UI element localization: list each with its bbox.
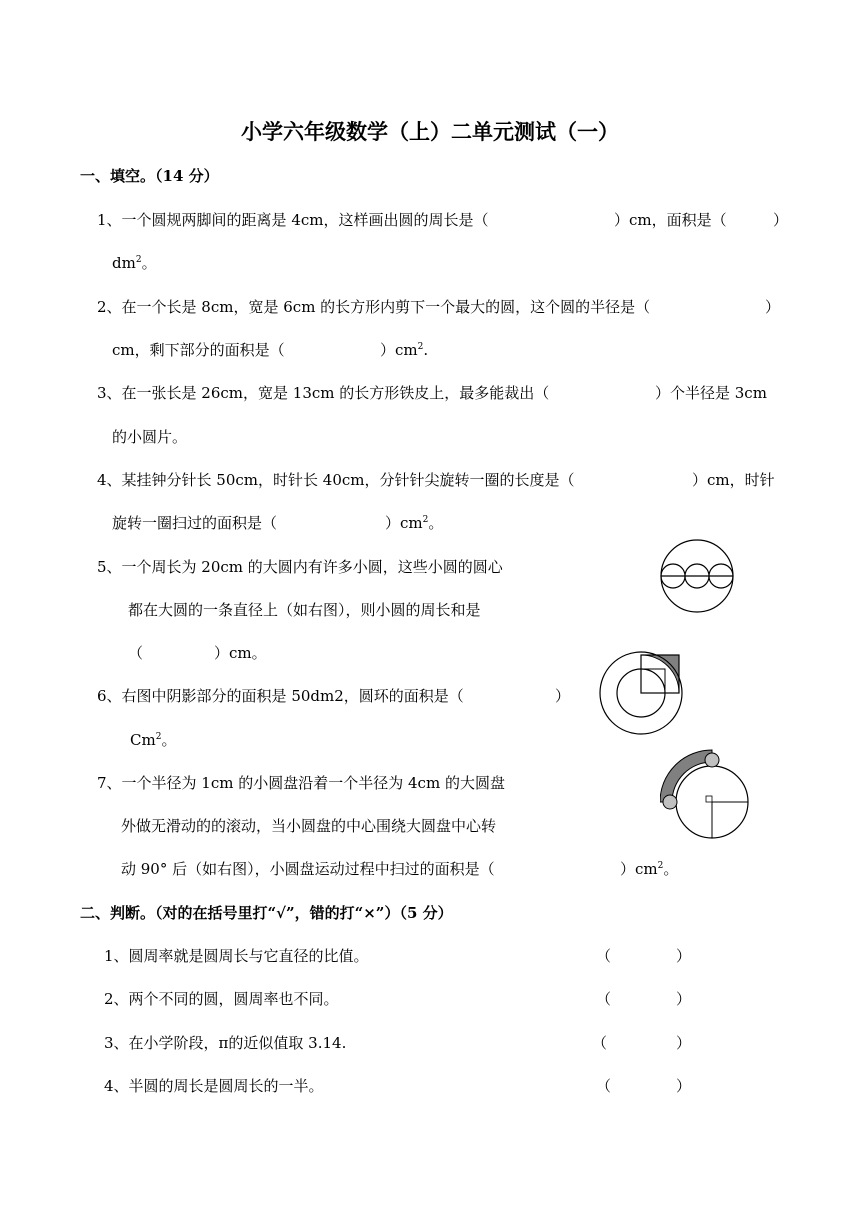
q5-text-d: ）cm。 — [214, 644, 267, 662]
page-title: 小学六年级数学（上）二单元测试（一） — [241, 119, 619, 144]
q7-rolling-disc-figure — [660, 748, 756, 844]
q7-unit: ）$cm^2$。 — [620, 860, 679, 878]
judge-item-1: 1、圆周率就是圆周长与它直径的比值。 — [104, 947, 369, 965]
q1-text-a: 1、一个圆规两脚间的距离是 4cm，这样画出圆的周长是（ — [97, 211, 489, 229]
q4-text-b: ）cm，时针 — [692, 471, 775, 489]
judge-item-4: 4、半圆的周长是圆周长的一半。 — [104, 1077, 324, 1095]
q5-text-b: 都在大圆的一条直径上（如右图），则小圆的周长和是 — [128, 601, 481, 619]
q7-text-c: 动 90° 后（如右图），小圆盘运动过程中扫过的面积是（ — [121, 860, 495, 878]
q4-text-c: 旋转一圈扫过的面积是（ — [112, 514, 278, 532]
section-1-heading: 一、填空。（14 分） — [80, 167, 219, 185]
q5-text-a: 5、一个周长为 20cm 的大圆内有许多小圆，这些小圆的圆心 — [97, 558, 503, 576]
q3-text-a: 3、在一张长是 26cm，宽是 13cm 的长方形铁皮上，最多能裁出（ — [97, 384, 550, 402]
judge-item-2: 2、两个不同的圆，圆周率也不同。 — [104, 990, 339, 1008]
q1-text-c: ） — [773, 211, 789, 229]
q6-annulus-figure — [598, 650, 688, 738]
judge-item-2-close: ） — [676, 990, 692, 1008]
q3-text-b: ）个半径是 3cm — [655, 384, 767, 402]
q6-text-a: 6、右图中阴影部分的面积是 50dm2，圆环的面积是（ — [97, 687, 464, 705]
q6-unit: Cm$^2$。 — [130, 731, 177, 749]
section-2-heading: 二、判断。（对的在括号里打“√”，错的打“×”）（5 分） — [80, 904, 453, 922]
judge-item-4-close: ） — [676, 1077, 692, 1095]
q5-text-c: （ — [128, 644, 144, 662]
judge-item-1-open: （ — [596, 947, 612, 965]
q2-text-b: ） — [765, 298, 781, 316]
q4-text-a: 4、某挂钟分针长 50cm，时针长 40cm，分针针尖旋转一圈的长度是（ — [97, 471, 575, 489]
q3-text-c: 的小圆片。 — [112, 428, 188, 446]
q7-text-a: 7、一个半径为 1cm 的小圆盘沿着一个半径为 4cm 的大圆盘 — [97, 774, 505, 792]
q2-text-a: 2、在一个长是 8cm，宽是 6cm 的长方形内剪下一个最大的圆，这个圆的半径是（ — [97, 298, 651, 316]
judge-item-1-close: ） — [676, 947, 692, 965]
judge-item-2-open: （ — [596, 990, 612, 1008]
q7-text-b: 外做无滑动的的滚动，当小圆盘的中心围绕大圆盘中心转 — [121, 817, 497, 835]
q2-text-c: cm，剩下部分的面积是（ — [112, 341, 285, 359]
q2-unit: ）$cm^2$. — [380, 341, 429, 359]
q5-circles-figure — [655, 538, 745, 618]
q6-text-b: ） — [555, 687, 571, 705]
judge-item-3: 3、在小学阶段，π的近似值取 3.14. — [104, 1034, 347, 1052]
judge-item-4-open: （ — [596, 1077, 612, 1095]
judge-item-3-close: ） — [676, 1034, 692, 1052]
q1-unit: $dm^2$。 — [112, 254, 157, 272]
q1-text-b: ）cm，面积是（ — [614, 211, 727, 229]
judge-item-3-open: （ — [592, 1034, 608, 1052]
q4-unit: ）$cm^2$。 — [385, 514, 444, 532]
